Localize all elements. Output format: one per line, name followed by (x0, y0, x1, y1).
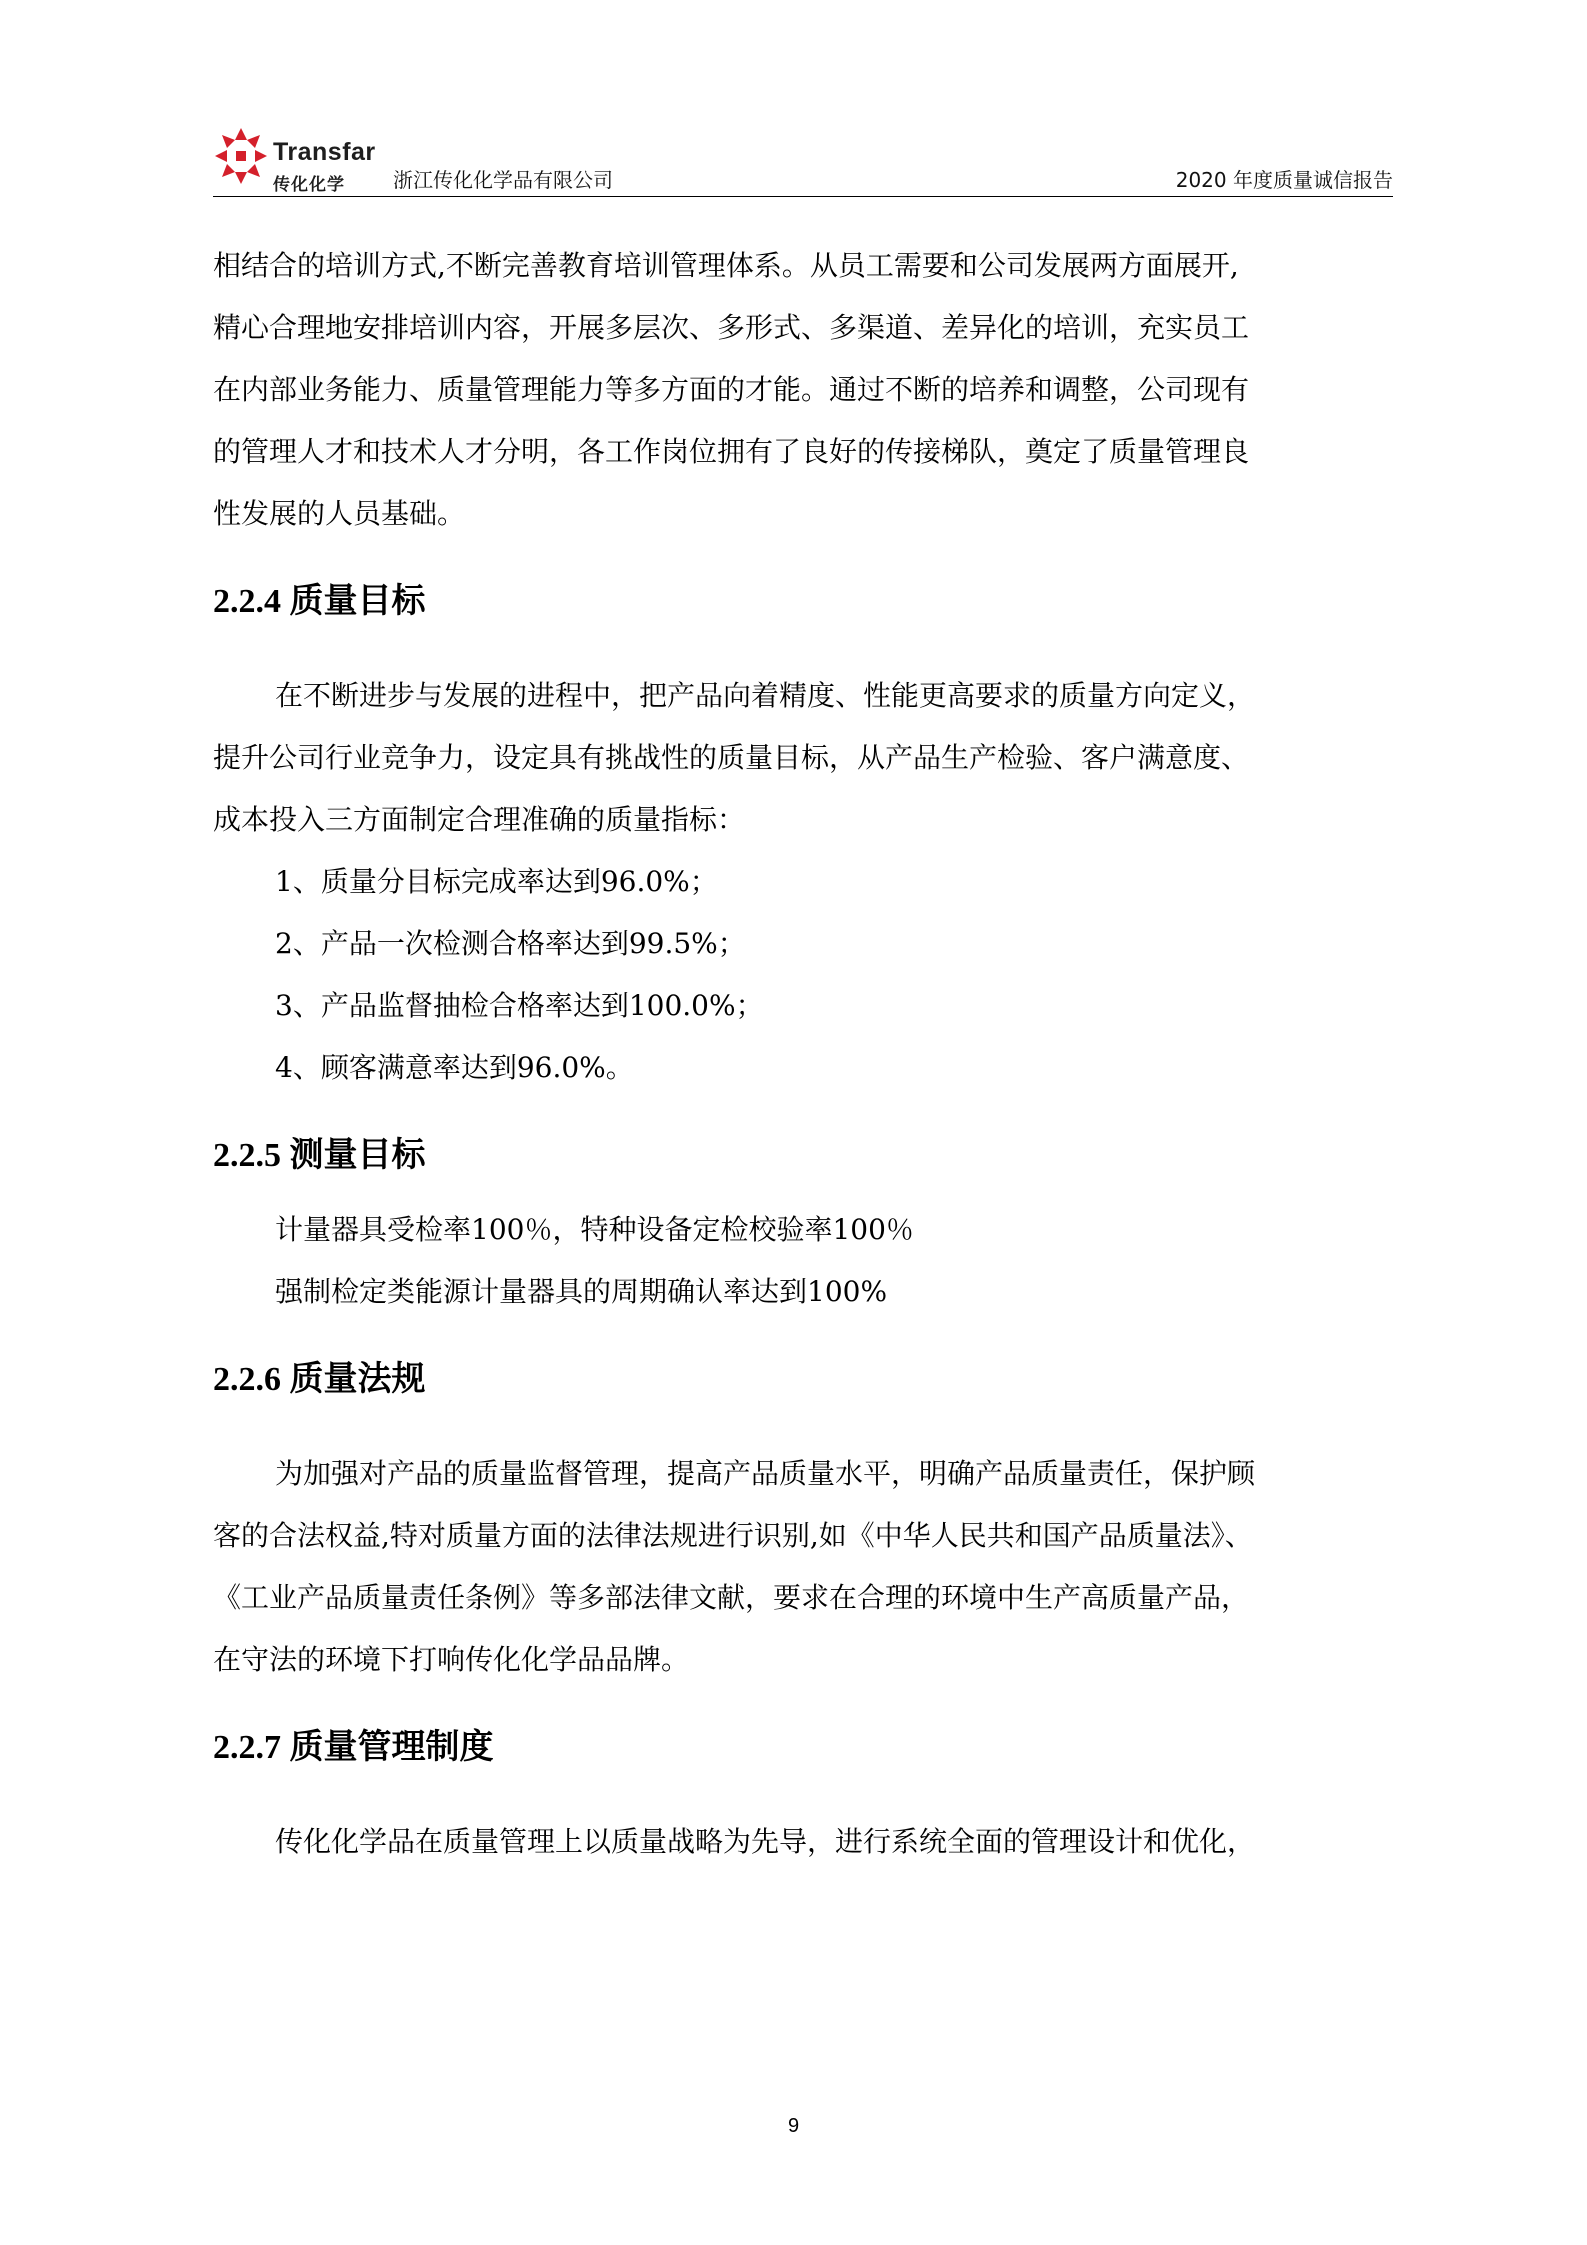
page-content (213, 235, 1393, 1873)
text-line: 成本投入三方面制定合理准确的质量指标： (213, 803, 746, 836)
section-heading: 2.2.5 测量目标 (213, 1137, 426, 1174)
report-title: 2020 年度质量诚信报告 (1175, 168, 1393, 192)
intro-paragraph (213, 235, 1393, 545)
page-number: 9 (787, 2115, 800, 2137)
text-line: 为加强对产品的质量监督管理，提高产品质量水平，明确产品质量责任，保护顾 (275, 1457, 1256, 1490)
text-line: 客的合法权益,特对质量方面的法律法规进行识别,如《中华人民共和国产品质量法》、 (213, 1519, 1253, 1552)
transfar-mark-icon (213, 126, 269, 186)
text-line: 在内部业务能力、质量管理能力等多方面的才能。通过不断的培养和调整，公司现有 (213, 373, 1250, 406)
text-line: 在守法的环境下打响传化化学品品牌。 (213, 1643, 690, 1676)
list-item: 4、顾客满意率达到96.0%。 (275, 1051, 634, 1084)
text-line: 性发展的人员基础。 (213, 497, 466, 530)
page-header (213, 118, 1393, 194)
company-name: 浙江传化化学品有限公司 (393, 168, 613, 192)
text-line: 《工业产品质量责任条例》等多部法律文献，要求在合理的环境中生产高质量产品， (213, 1581, 1250, 1614)
text-line: 精心合理地安排培训内容，开展多层次、多形式、多渠道、差异化的培训，充实员工 (213, 311, 1250, 344)
section-quality-regulations (213, 1360, 1393, 1691)
text-line: 在不断进步与发展的进程中，把产品向着精度、性能更高要求的质量方向定义， (275, 679, 1256, 712)
transfar-logo (213, 126, 383, 195)
section-measurement-targets (213, 1136, 1393, 1323)
text-line: 提升公司行业竞争力，设定具有挑战性的质量目标，从产品生产检验、客户满意度、 (213, 741, 1250, 774)
list-item: 1、质量分目标完成率达到96.0%； (275, 865, 718, 898)
logo-text-cn: 传化化学 (273, 175, 345, 195)
list-item: 2、产品一次检测合格率达到99.5%； (275, 927, 746, 960)
text-line: 相结合的培训方式,不断完善教育培训管理体系。从员工需要和公司发展两方面展开, (213, 249, 1239, 282)
section-heading: 2.2.4 质量目标 (213, 583, 426, 620)
section-quality-management-system (213, 1728, 1393, 1873)
text-line: 的管理人才和技术人才分明，各工作岗位拥有了良好的传接梯队，奠定了质量管理良 (213, 435, 1250, 468)
list-item: 计量器具受检率100％，特种设备定检校验率100％ (275, 1213, 914, 1246)
list-item: 强制检定类能源计量器具的周期确认率达到100% (275, 1275, 888, 1308)
text-line: 传化化学品在质量管理上以质量战略为先导，进行系统全面的管理设计和优化， (275, 1825, 1256, 1858)
section-quality-targets (213, 582, 1393, 1099)
list-item: 3、产品监督抽检合格率达到100.0%； (275, 989, 764, 1022)
logo-text-en: Transfar (273, 138, 376, 166)
header-divider (213, 196, 1393, 197)
section-heading: 2.2.7 质量管理制度 (213, 1729, 494, 1766)
section-heading: 2.2.6 质量法规 (213, 1361, 426, 1398)
